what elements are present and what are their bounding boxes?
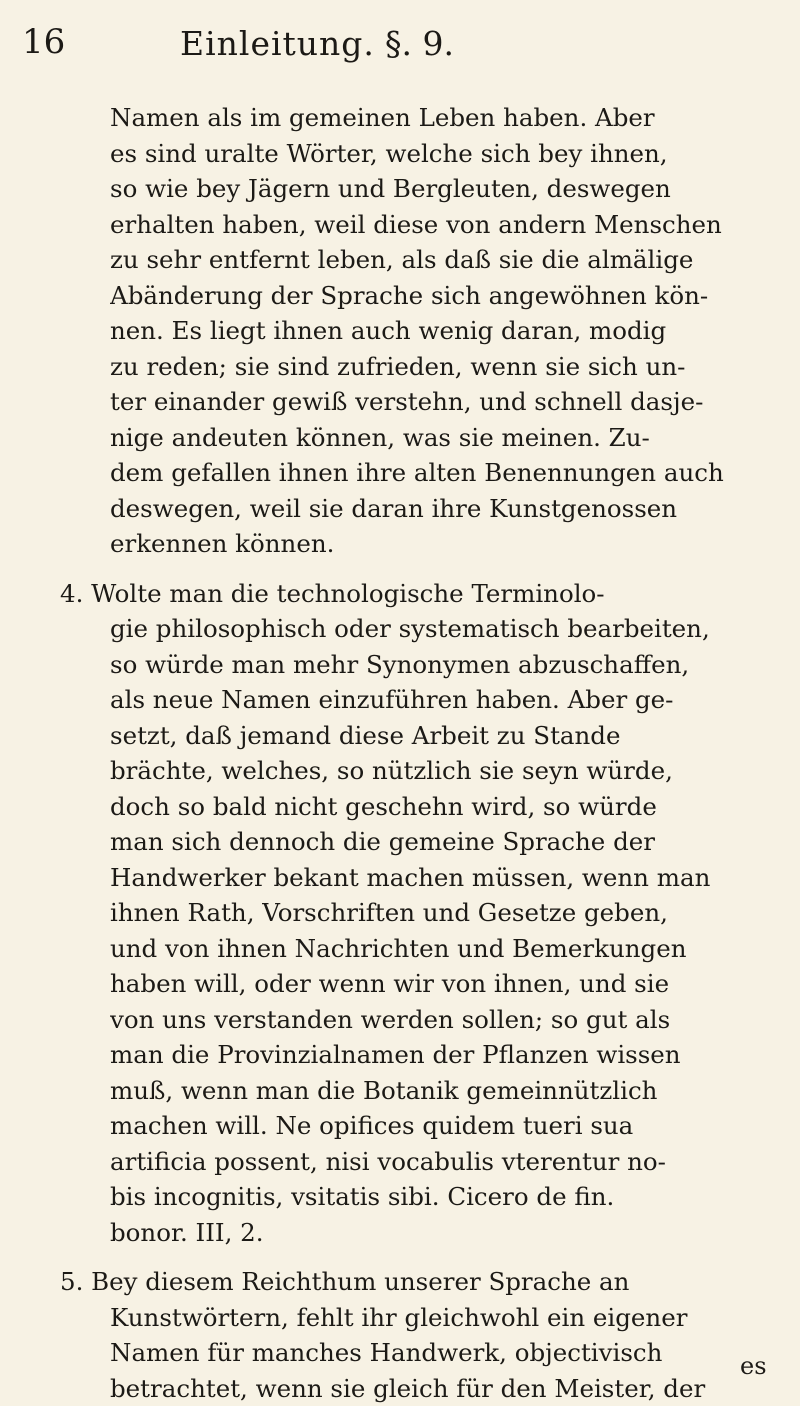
text-line: von uns verstanden werden sollen; so gut als — [110, 1002, 780, 1038]
catchword: es — [740, 1352, 767, 1380]
text-line: 4. Wolte man die technologische Terminolo- — [60, 576, 780, 612]
text-line: ter einander gewiß verstehn, und schnell dasje- — [110, 384, 780, 420]
text-line: so wie bey Jägern und Bergleuten, deswegen — [110, 171, 780, 207]
text-line: zu reden; sie sind zufrieden, wenn sie sich un- — [110, 349, 780, 385]
text-line: Abänderung der Sprache sich angewöhnen kön- — [110, 278, 780, 314]
text-line: es sind uralte Wörter, welche sich bey ihnen, — [110, 136, 780, 172]
text-line: deswegen, weil sie daran ihre Kunstgenossen — [110, 491, 780, 527]
text-line: setzt, daß jemand diese Arbeit zu Stande — [110, 718, 780, 754]
text-line: ihnen Rath, Vorschriften und Gesetze geben, — [110, 895, 780, 931]
text-line: 5. Bey diesem Reichthum unserer Sprache an — [60, 1264, 780, 1300]
body-text — [110, 100, 780, 1406]
text-line: Namen als im gemeinen Leben haben. Aber — [110, 100, 780, 136]
text-line: gie philosophisch oder systematisch bearbeiten, — [110, 611, 780, 647]
paragraph — [110, 1264, 780, 1406]
text-line: erhalten haben, weil diese von andern Menschen — [110, 207, 780, 243]
text-line: so würde man mehr Synonymen abzuschaffen, — [110, 647, 780, 683]
text-line: machen will. Ne opifices quidem tueri sua — [110, 1108, 780, 1144]
running-title: Einleitung. — [180, 24, 375, 63]
paragraph — [110, 576, 780, 1251]
text-line: man sich dennoch die gemeine Sprache der — [110, 824, 780, 860]
paragraph-gap — [110, 562, 780, 576]
text-line: Kunstwörtern, fehlt ihr gleichwohl ein eigener — [110, 1300, 780, 1336]
paragraph-gap — [110, 1250, 780, 1264]
text-line: bonor. III, 2. — [110, 1215, 780, 1251]
text-line: brächte, welches, so nützlich sie seyn würde, — [110, 753, 780, 789]
text-line: haben will, oder wenn wir von ihnen, und sie — [110, 966, 780, 1002]
text-line: doch so bald nicht geschehn wird, so würde — [110, 789, 780, 825]
text-line: muß, wenn man die Botanik gemeinnützlich — [110, 1073, 780, 1109]
text-line: man die Provinzialnamen der Pflanzen wissen — [110, 1037, 780, 1073]
text-line: und von ihnen Nachrichten und Bemerkungen — [110, 931, 780, 967]
text-line: nen. Es liegt ihnen auch wenig daran, modig — [110, 313, 780, 349]
section-mark: §. 9. — [385, 24, 454, 63]
paragraph — [110, 100, 780, 562]
text-line: als neue Namen einzuführen haben. Aber ge- — [110, 682, 780, 718]
text-line: dem gefallen ihnen ihre alten Benennungen auch — [110, 455, 780, 491]
text-line: betrachtet, wenn sie gleich für den Meister, der — [110, 1371, 780, 1406]
page-number: 16 — [22, 22, 65, 62]
text-line: erkennen können. — [110, 526, 780, 562]
text-line: nige andeuten können, was sie meinen. Zu- — [110, 420, 780, 456]
text-line: artificia possent, nisi vocabulis vterentur no- — [110, 1144, 780, 1180]
text-line: zu sehr entfernt leben, als daß sie die almälige — [110, 242, 780, 278]
text-line: Namen für manches Handwerk, objectivisch — [110, 1335, 780, 1371]
text-line: Handwerker bekant machen müssen, wenn man — [110, 860, 780, 896]
text-line: bis incognitis, vsitatis sibi. Cicero de fin. — [110, 1179, 780, 1215]
